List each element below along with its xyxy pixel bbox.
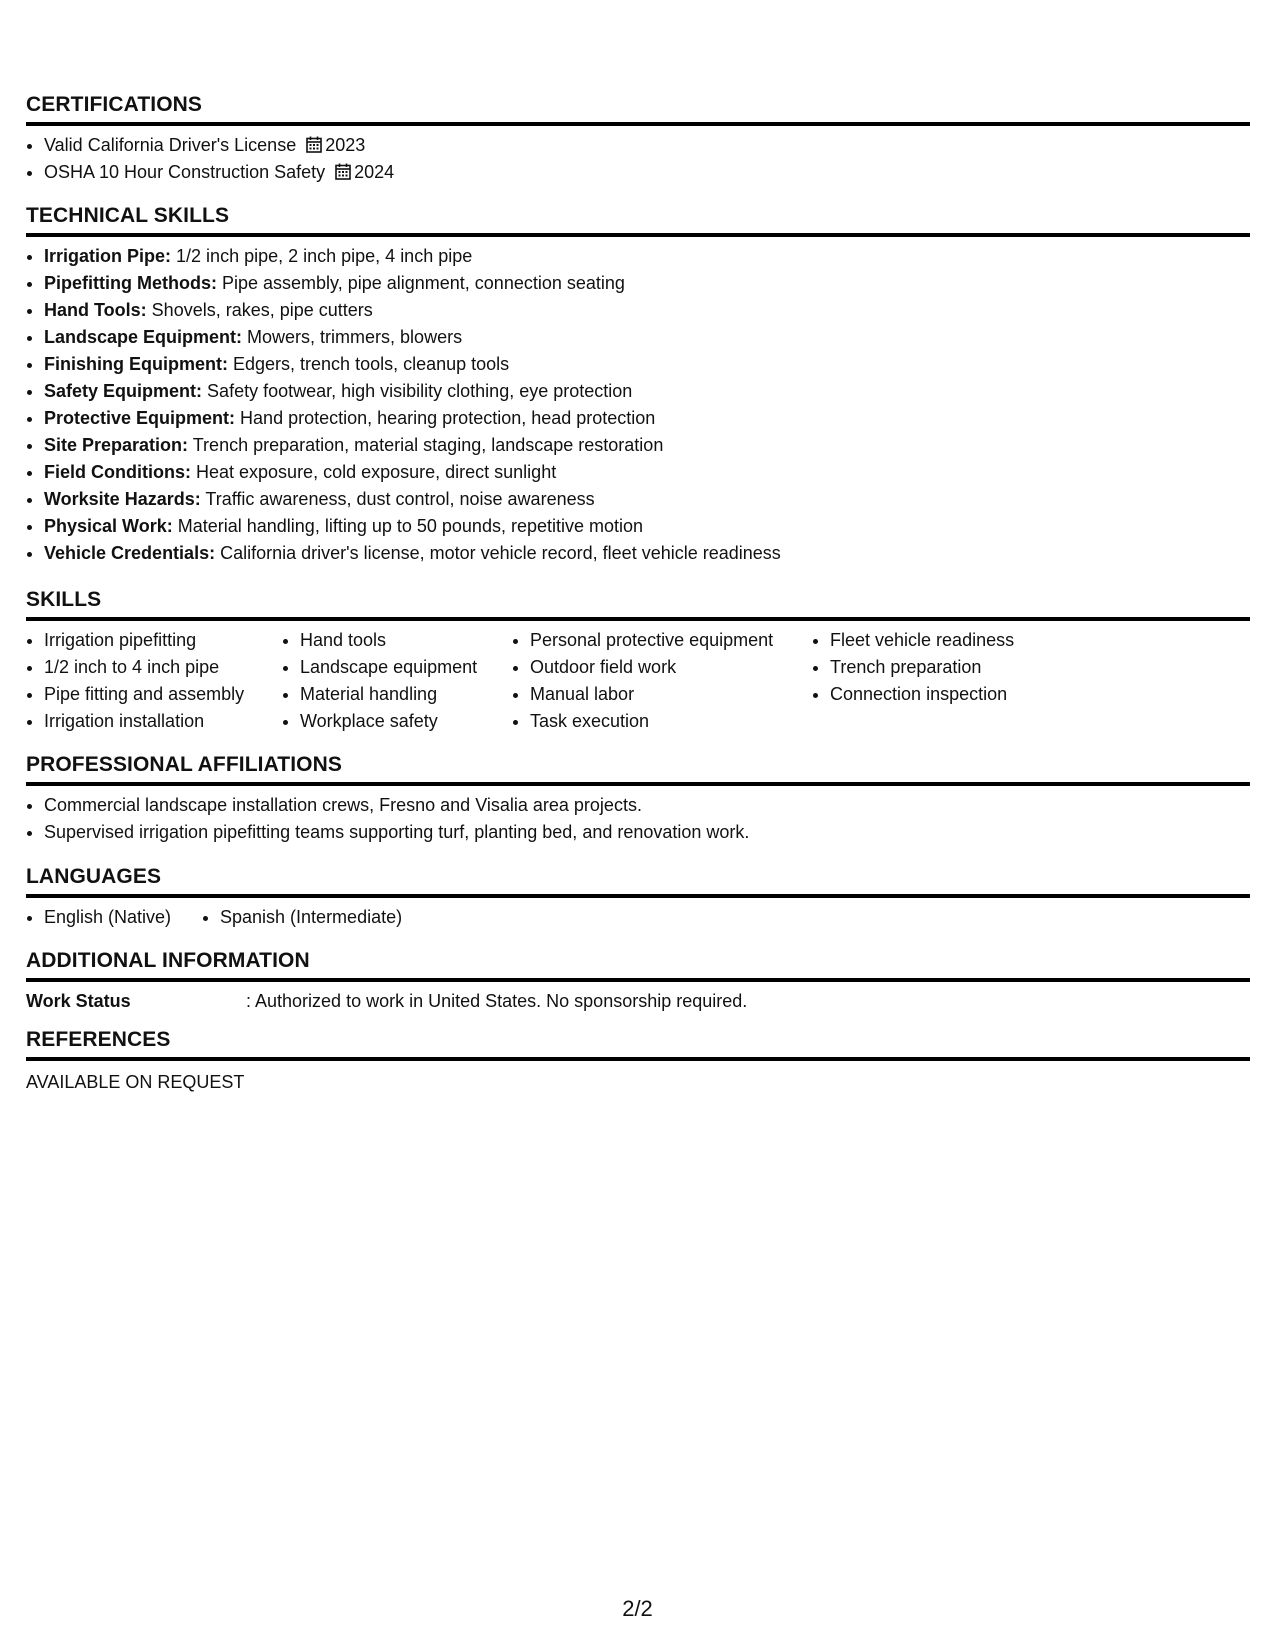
technical-skill-item [44,243,1250,270]
technical-skill-label: Safety Equipment: [44,381,203,401]
skill-item: • Manual labor [530,681,812,708]
technical-skill-text: Mowers, trimmers, blowers [247,327,463,347]
languages-column [26,904,202,931]
technical-skill-item [44,432,1250,459]
skill-item: • Hand tools [300,627,512,654]
technical-skill-text: Shovels, rakes, pipe cutters [151,300,373,320]
technical-skill-text: Trench preparation, material staging, landscape restoration [192,435,664,455]
skill-item: • Fleet vehicle readiness [830,627,1090,654]
references-text: AVAILABLE ON REQUEST [26,1072,245,1092]
affiliations-section [26,752,1250,846]
certifications-section [26,92,1250,186]
technical-skill-item [44,297,1250,324]
technical-skill-label: Irrigation Pipe: [44,246,172,266]
language-item: • Spanish (Intermediate) [220,904,480,931]
skill-item: • Irrigation pipefitting [44,627,282,654]
technical-skill-item [44,270,1250,297]
certification-name: OSHA 10 Hour Construction Safety [44,162,326,182]
section-title-affiliations: PROFESSIONAL AFFILIATIONS [26,752,1250,786]
technical-skill-item [44,351,1250,378]
references-section [26,1027,1250,1096]
calendar-icon [335,163,351,180]
technical-skill-label: Site Preparation: [44,435,189,455]
work-status-value: : Authorized to work in United States. No sponsorship required. [246,991,748,1011]
section-title-additional-info: ADDITIONAL INFORMATION [26,948,1250,982]
languages-section [26,864,1250,931]
technical-skill-item [44,486,1250,513]
section-title-languages: LANGUAGES [26,864,1250,898]
languages-column [202,904,480,931]
technical-skill-label: Finishing Equipment: [44,354,228,374]
technical-skills-section [26,203,1250,567]
skills-column [812,627,1090,735]
language-item: • English (Native) [44,904,202,931]
affiliation-item: • Supervised irrigation pipefitting teams supporting turf, planting bed, and renovation work. [44,819,1250,846]
skill-item: • Landscape equipment [300,654,512,681]
skill-item: • Pipe fitting and assembly [44,681,282,708]
technical-skill-label: Landscape Equipment: [44,327,243,347]
technical-skill-text: Traffic awareness, dust control, noise awareness [205,489,595,509]
technical-skill-text: Material handling, lifting up to 50 pounds, repetitive motion [177,516,644,536]
affiliation-item: • Commercial landscape installation crews, Fresno and Visalia area projects. [44,792,1250,819]
technical-skill-item [44,459,1250,486]
technical-skill-label: Field Conditions: [44,462,191,482]
section-title-skills: SKILLS [26,587,1250,621]
technical-skill-label: Protective Equipment: [44,408,236,428]
technical-skill-label: Worksite Hazards: [44,489,201,509]
skills-grid [26,627,1250,735]
technical-skill-item [44,513,1250,540]
certification-name: Valid California Driver's License [44,135,297,155]
certification-year: 2024 [354,162,395,182]
calendar-icon [306,136,322,153]
technical-skill-text: Pipe assembly, pipe alignment, connection seating [222,273,625,293]
skill-item: • Trench preparation [830,654,1090,681]
technical-skill-label: Pipefitting Methods: [44,273,217,293]
work-status-row [26,988,1250,1015]
technical-skill-text: Heat exposure, cold exposure, direct sunlight [196,462,557,482]
additional-info-section [26,948,1250,1015]
technical-skill-label: Vehicle Credentials: [44,543,216,563]
section-title-technical-skills: TECHNICAL SKILLS [26,203,1250,237]
technical-skill-text: Edgers, trench tools, cleanup tools [233,354,510,374]
skills-section [26,587,1250,735]
certification-year: 2023 [325,135,366,155]
languages-list [26,904,1250,931]
skills-column [282,627,512,735]
skill-item: • Outdoor field work [530,654,812,681]
technical-skill-text: California driver's license, motor vehicle record, fleet vehicle readiness [220,543,781,563]
skill-item: • Material handling [300,681,512,708]
skills-column [26,627,282,735]
skill-item: • Task execution [530,708,812,735]
section-title-certifications: CERTIFICATIONS [26,92,1250,126]
skill-item: • Workplace safety [300,708,512,735]
skill-item: • Connection inspection [830,681,1090,708]
work-status-key: Work Status [26,991,131,1011]
technical-skill-label: Physical Work: [44,516,173,536]
technical-skill-item [44,540,1250,567]
certifications-list [26,132,1250,186]
technical-skill-label: Hand Tools: [44,300,147,320]
section-title-references: REFERENCES [26,1027,1250,1061]
skills-column [512,627,812,735]
affiliations-list [26,792,1250,846]
page-number: 2/2 [622,1596,653,1621]
technical-skill-text: Hand protection, hearing protection, head protection [240,408,656,428]
technical-skill-text: Safety footwear, high visibility clothing, eye protection [207,381,633,401]
certification-item [44,159,1250,186]
technical-skill-item [44,378,1250,405]
certification-item [44,132,1250,159]
technical-skill-text: 1/2 inch pipe, 2 inch pipe, 4 inch pipe [176,246,473,266]
technical-skill-item [44,324,1250,351]
skill-item: • 1/2 inch to 4 inch pipe [44,654,282,681]
technical-skills-list [26,243,1250,567]
skill-item: • Personal protective equipment [530,627,812,654]
technical-skill-item [44,405,1250,432]
skill-item: • Irrigation installation [44,708,282,735]
